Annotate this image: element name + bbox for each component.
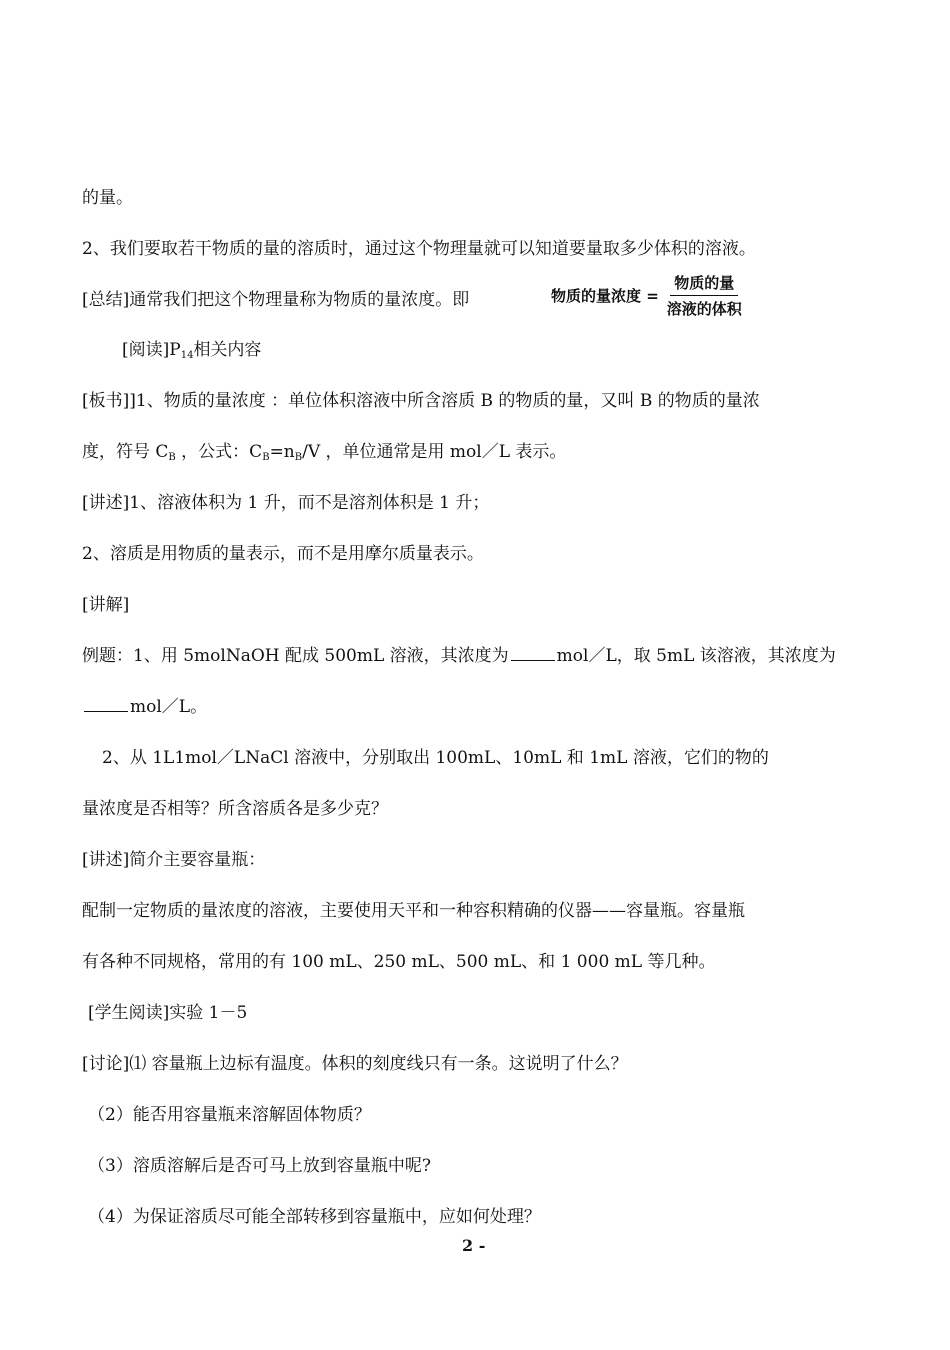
concentration-formula — [551, 273, 746, 318]
example-line-2: mol／L。 — [82, 695, 207, 719]
experiment-line: [学生阅读]实验 1－5 — [88, 1003, 248, 1023]
answer-blank-1[interactable] — [511, 646, 555, 661]
blackboard-line: [板书]]1、物质的量浓度 ：单位体积溶液中所含溶质 B 的物质的量，又叫 B 的物质的量浓 — [82, 391, 760, 411]
flask-desc-line-2: 有各种不同规格，常用的有 100 mL、250 mL、500 mL、和 1 000 mL 等几种。 — [82, 952, 716, 972]
formula-fraction — [663, 272, 746, 319]
example2-line-2: 量浓度是否相等？所含溶质各是多少克？ — [82, 799, 388, 819]
flask-intro-line: [讲述]简介主要容量瓶： — [82, 850, 266, 870]
text-line-1: 的量。 — [82, 188, 133, 208]
narration-line-2: 2、溶质是用物质的量表示，而不是用摩尔质量表示。 — [82, 544, 484, 564]
summary-line: [总结]通常我们把这个物理量称为物质的量浓度。即 — [82, 290, 470, 310]
page-number: 2 - — [462, 1236, 486, 1255]
example2-line-1: 2、从 1L1mol／LNaCl 溶液中，分别取出 100mL、10mL 和 1mL 溶液，它们的物的 — [102, 748, 769, 768]
explain-heading: [讲解] — [82, 595, 130, 615]
discussion-line-4: （4）为保证溶质尽可能全部转移到容量瓶中，应如何处理？ — [88, 1207, 541, 1227]
discussion-line-1: [讨论]⑴ 容量瓶上边标有温度。体积的刻度线只有一条。这说明了什么？ — [82, 1054, 628, 1074]
reading-line: [阅读]$P_{14}$相关内容 — [122, 340, 262, 361]
discussion-line-3: （3）溶质溶解后是否可马上放到容量瓶中呢? — [88, 1156, 431, 1176]
formula-denominator: 溶液的体积 — [666, 299, 742, 318]
text-line-2: 2、我们要取若干物质的量的溶质时，通过这个物理量就可以知道要量取多少体积的溶液。 — [82, 239, 756, 259]
formula-lhs: 物质的量浓度 = — [551, 286, 659, 305]
narration-line-1: [讲述]1、溶液体积为 1 升，而不是溶剂体积是 1 升； — [82, 493, 490, 513]
flask-desc-line-1: 配制一定物质的量浓度的溶液，主要使用天平和一种容积精确的仪器——容量瓶。容量瓶 — [82, 901, 745, 921]
formula-numerator: 物质的量 — [670, 272, 738, 296]
answer-blank-2[interactable] — [84, 697, 128, 712]
discussion-line-2: （2）能否用容量瓶来溶解固体物质？ — [88, 1105, 371, 1125]
symbol-formula-line: 度，符号 $C_B$ ，公式：$C_B=n_B/V$ ，单位通常是用 mol／L 表示。 — [82, 442, 567, 463]
example-line-1: 例题：1、用 5molNaOH 配成 500mL 溶液，其浓度为 mol／L，取 5mL 该溶液，其浓度为 — [82, 646, 836, 666]
